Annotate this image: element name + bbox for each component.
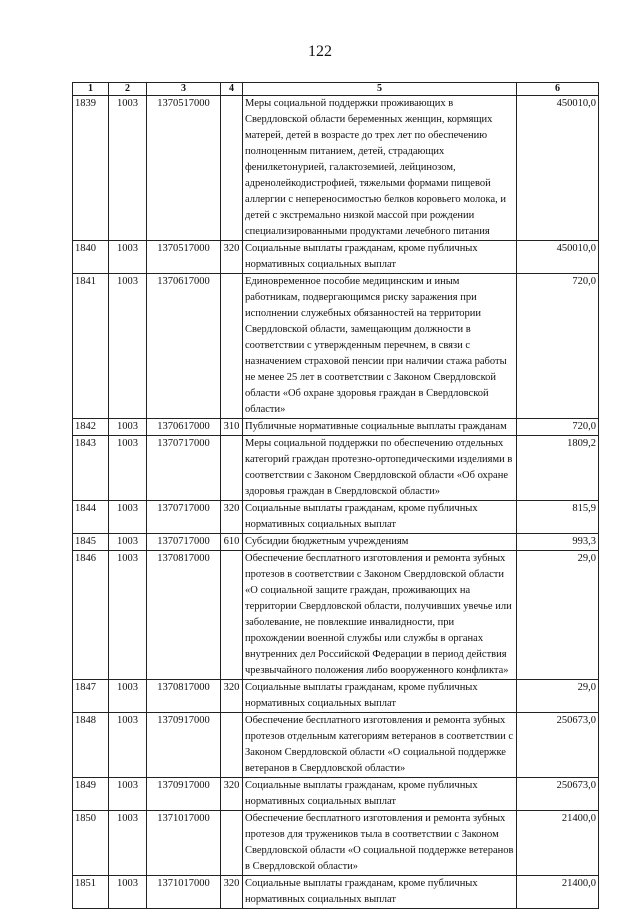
expense-type — [221, 713, 243, 778]
expense-type: 610 — [221, 534, 243, 551]
row-number: 1848 — [73, 713, 109, 778]
column-header-4: 4 — [221, 83, 243, 96]
expense-type — [221, 551, 243, 680]
description: Социальные выплаты гражданам, кроме публичных нормативных социальных выплат — [243, 501, 517, 534]
target-code: 1370717000 — [147, 436, 221, 501]
target-code: 1370917000 — [147, 778, 221, 811]
amount: 21400,0 — [517, 876, 599, 909]
expense-type — [221, 274, 243, 419]
amount: 21400,0 — [517, 811, 599, 876]
row-number: 1850 — [73, 811, 109, 876]
table-row — [73, 778, 599, 811]
expense-type: 320 — [221, 876, 243, 909]
amount: 993,3 — [517, 534, 599, 551]
section-code: 1003 — [109, 778, 147, 811]
row-number: 1839 — [73, 96, 109, 241]
table-row — [73, 534, 599, 551]
expense-type — [221, 811, 243, 876]
description: Социальные выплаты гражданам, кроме публичных нормативных социальных выплат — [243, 241, 517, 274]
table-row — [73, 96, 599, 241]
target-code: 1370817000 — [147, 551, 221, 680]
expense-type: 320 — [221, 501, 243, 534]
amount: 720,0 — [517, 274, 599, 419]
target-code: 1370717000 — [147, 501, 221, 534]
amount: 450010,0 — [517, 96, 599, 241]
column-header-3: 3 — [147, 83, 221, 96]
section-code: 1003 — [109, 274, 147, 419]
description: Публичные нормативные социальные выплаты гражданам — [243, 419, 517, 436]
table-row — [73, 713, 599, 778]
section-code: 1003 — [109, 241, 147, 274]
table-row — [73, 274, 599, 419]
section-code: 1003 — [109, 534, 147, 551]
description: Субсидии бюджетным учреждениям — [243, 534, 517, 551]
table-row — [73, 241, 599, 274]
row-number: 1841 — [73, 274, 109, 419]
table-row — [73, 436, 599, 501]
table-row — [73, 551, 599, 680]
page-number: 122 — [308, 43, 332, 60]
section-code: 1003 — [109, 501, 147, 534]
amount: 250673,0 — [517, 713, 599, 778]
description: Меры социальной поддержки проживающих в Свердловской области беременных женщин, кормящих матерей, детей в возрасте до трех лет по обеспечению полноценным питанием, детей, страдающих фенилкетонурией, галактоземией, лейцинозом, адренолейкодистрофией, тяжелыми формами пищевой аллергии с непереносимостью белков коровьего молока, и детей с экстремально низкой массой при рождении специализированными продуктами лечебного питания — [243, 96, 517, 241]
section-code: 1003 — [109, 876, 147, 909]
target-code: 1370517000 — [147, 96, 221, 241]
table-row — [73, 876, 599, 909]
column-header-5: 5 — [243, 83, 517, 96]
expense-type: 320 — [221, 680, 243, 713]
section-code: 1003 — [109, 713, 147, 778]
description: Социальные выплаты гражданам, кроме публичных нормативных социальных выплат — [243, 778, 517, 811]
expense-type — [221, 436, 243, 501]
target-code: 1370617000 — [147, 419, 221, 436]
row-number: 1849 — [73, 778, 109, 811]
row-number: 1844 — [73, 501, 109, 534]
target-code: 1371017000 — [147, 811, 221, 876]
row-number: 1851 — [73, 876, 109, 909]
row-number: 1842 — [73, 419, 109, 436]
table-row — [73, 680, 599, 713]
description: Социальные выплаты гражданам, кроме публичных нормативных социальных выплат — [243, 680, 517, 713]
row-number: 1845 — [73, 534, 109, 551]
description: Единовременное пособие медицинским и иным работникам, подвергающимся риску заражения при исполнении служебных обязанностей на территории Свердловской области, замещающим должности в соответствии с утвержденным перечнем, в связи с назначением страховой пенсии при наличии стажа работы не менее 25 лет в соответствии с Законом Свердловской области «Об охране здоровья граждан в Свердловской области» — [243, 274, 517, 419]
target-code: 1370617000 — [147, 274, 221, 419]
column-header-2: 2 — [109, 83, 147, 96]
target-code: 1370717000 — [147, 534, 221, 551]
description: Меры социальной поддержки по обеспечению отдельных категорий граждан протезно-ортопедическими изделиями в соответствии с Законом Свердловской области «Об охране здоровья граждан в Свердловской области» — [243, 436, 517, 501]
amount: 1809,2 — [517, 436, 599, 501]
amount: 720,0 — [517, 419, 599, 436]
section-code: 1003 — [109, 811, 147, 876]
description: Социальные выплаты гражданам, кроме публичных нормативных социальных выплат — [243, 876, 517, 909]
section-code: 1003 — [109, 419, 147, 436]
amount: 450010,0 — [517, 241, 599, 274]
target-code: 1370817000 — [147, 680, 221, 713]
expense-type — [221, 96, 243, 241]
column-header-6: 6 — [517, 83, 599, 96]
section-code: 1003 — [109, 436, 147, 501]
target-code: 1370517000 — [147, 241, 221, 274]
budget-table — [72, 82, 599, 909]
target-code: 1371017000 — [147, 876, 221, 909]
expense-type: 310 — [221, 419, 243, 436]
column-header-1: 1 — [73, 83, 109, 96]
header-row — [73, 83, 599, 96]
table-row — [73, 501, 599, 534]
expense-type: 320 — [221, 778, 243, 811]
description: Обеспечение бесплатного изготовления и ремонта зубных протезов отдельным категориям ветеранов в соответствии с Законом Свердловской области «О социальной поддержке ветеранов в Свердловской области» — [243, 713, 517, 778]
section-code: 1003 — [109, 680, 147, 713]
amount: 250673,0 — [517, 778, 599, 811]
row-number: 1847 — [73, 680, 109, 713]
target-code: 1370917000 — [147, 713, 221, 778]
row-number: 1840 — [73, 241, 109, 274]
description: Обеспечение бесплатного изготовления и ремонта зубных протезов для тружеников тыла в соответствии с Законом Свердловской области «О социальной поддержке ветеранов в Свердловской области» — [243, 811, 517, 876]
section-code: 1003 — [109, 551, 147, 680]
description: Обеспечение бесплатного изготовления и ремонта зубных протезов в соответствии с Законом Свердловской области «О социальной защите граждан, проживающих на территории Свердловской области, получивших увечье или заболевание, не повлекшие инвалидности, при прохождении военной службы или службы в органах внутренних дел Российской Федерации в период действия чрезвычайного положения либо вооруженного конфликта» — [243, 551, 517, 680]
table-row — [73, 419, 599, 436]
expense-type: 320 — [221, 241, 243, 274]
row-number: 1843 — [73, 436, 109, 501]
section-code: 1003 — [109, 96, 147, 241]
amount: 29,0 — [517, 680, 599, 713]
row-number: 1846 — [73, 551, 109, 680]
table-row — [73, 811, 599, 876]
amount: 29,0 — [517, 551, 599, 680]
amount: 815,9 — [517, 501, 599, 534]
